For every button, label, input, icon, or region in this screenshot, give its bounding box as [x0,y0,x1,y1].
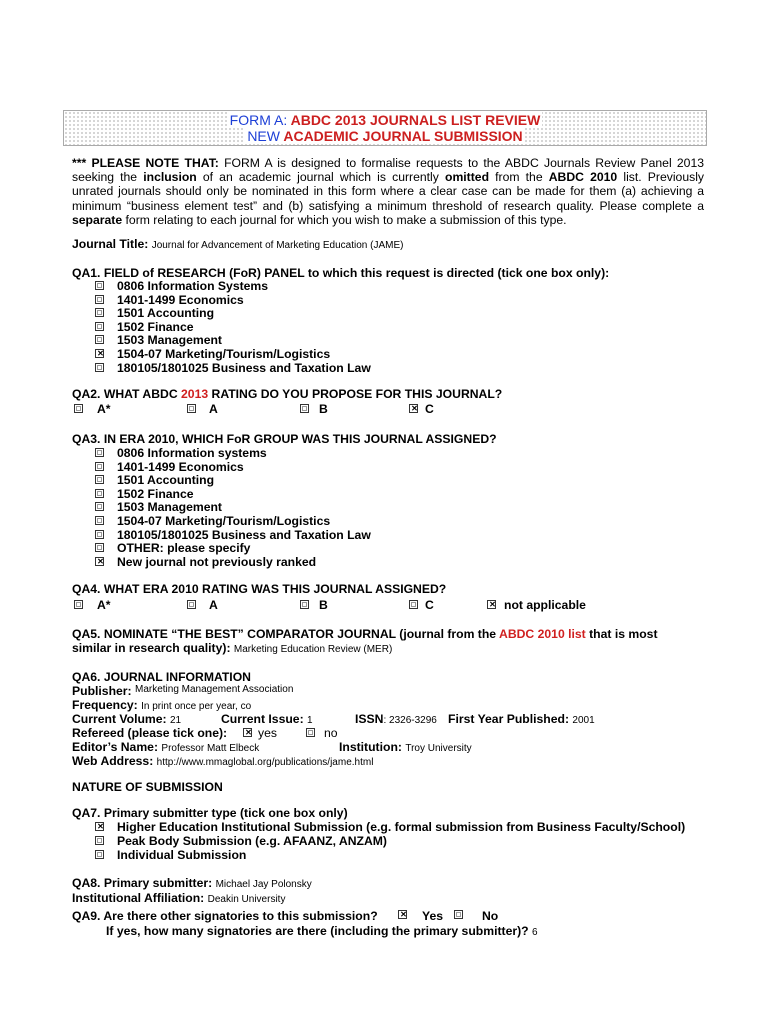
qa1-option-checkbox[interactable] [95,363,104,372]
header-line-1 [64,112,706,128]
qa2-option-label: A* [97,402,111,416]
qa1-option-label: 1401-1499 Economics [117,292,244,307]
qa3-option-label: New journal not previously ranked [117,554,317,569]
qa9-question: QA9. Are there other signatories to this submission? [72,909,378,923]
qa3-question: QA3. IN ERA 2010, WHICH FoR GROUP WAS THIS JOURNAL ASSIGNED? [72,432,497,446]
qa9-no-checkbox[interactable] [454,910,463,919]
refereed-label: Refereed (please tick one): [72,726,228,740]
note-bold-4: separate [72,212,123,227]
refereed-yes-label: yes [258,726,277,740]
qa7-option-label: Individual Submission [117,847,247,862]
issue-field[interactable]: 1 [307,715,313,726]
qa5-comparator-field[interactable]: Marketing Education Review (MER) [233,644,393,655]
qa4-option-checkbox[interactable] [74,600,83,609]
qa7-option-label: Peak Body Submission (e.g. AFAANZ, ANZAM) [117,833,387,848]
volume-row [72,712,181,726]
qa3-option-label: OTHER: please specify [117,541,251,556]
qa6-heading: QA6. JOURNAL INFORMATION [72,670,251,684]
qa8-row [72,876,312,890]
qa3-option-label: 180105/1801025 Business and Taxation Law [117,527,371,542]
issn-row [355,712,437,726]
qa1-option-checkbox[interactable] [95,322,104,331]
qa3-option-checkbox[interactable] [95,448,104,457]
qa5-abdc-list: ABDC 2010 list [499,627,586,641]
qa4-question: QA4. WHAT ERA 2010 RATING WAS THIS JOURNAL ASSIGNED? [72,582,447,596]
affiliation-field[interactable]: Deakin University [207,894,286,905]
qa4-option-label: A [209,598,218,612]
first-year-label: First Year Published: [448,712,570,726]
nature-heading: NATURE OF SUBMISSION [72,780,223,794]
qa2-option-label: A [209,402,218,416]
qa1-option-label: 1502 Finance [117,319,194,334]
form-header [63,110,707,146]
qa4-option-checkbox[interactable] [487,600,496,609]
web-label: Web Address: [72,754,154,768]
refereed-no-label: no [324,726,338,740]
header-subtitle: ACADEMIC JOURNAL SUBMISSION [279,128,523,144]
editor-field[interactable]: Professor Matt Elbeck [161,743,260,754]
note-text-4: list. Previously unrated journals should only be nominated in this form where a clear case can be made for them (a) achieving a minimum “business element test” and (b) satisfying a minimum threshold of research quality. Please complete a [72,170,704,213]
qa1-option-label: 0806 Information Systems [117,279,269,293]
web-row [72,754,373,768]
note-bold-1: inclusion [143,170,197,185]
note-paragraph [72,156,704,227]
qa1-option-checkbox[interactable] [95,349,104,358]
header-title: ABDC 2013 JOURNALS LIST REVIEW [287,112,541,128]
frequency-field[interactable]: In print once per year, co [141,701,252,712]
publisher-row [72,684,293,698]
qa7-option-checkbox[interactable] [95,822,104,831]
qa4-option-label: C [425,598,434,612]
qa1-option-checkbox[interactable] [95,308,104,317]
primary-submitter-field[interactable]: Michael Jay Polonsky [215,879,312,890]
editor-label: Editor’s Name: [72,740,159,754]
journal-title-field[interactable]: Journal for Advancement of Marketing Education (JAME) [151,240,404,251]
web-field[interactable]: http://www.mmaglobal.org/publications/jame.html [156,757,374,768]
qa3-option-checkbox[interactable] [95,475,104,484]
qa5-question-line-2 [72,641,392,655]
frequency-label: Frequency: [72,698,138,712]
qa1-option-label: 1501 Accounting [117,306,215,321]
qa3-option-checkbox[interactable] [95,489,104,498]
qa2-option-label: B [319,402,328,416]
qa7-option-label: Higher Education Institutional Submission (e.g. formal submission from Business Faculty/School) [117,820,686,834]
qa5-q1: QA5. NOMINATE “THE BEST” COMPARATOR JOURNAL (journal from the [72,627,500,641]
qa7-question: QA7. Primary submitter type (tick one box only) [72,806,348,820]
qa3-option-checkbox[interactable] [95,516,104,525]
volume-field[interactable]: 21 [169,715,182,726]
qa1-option-label: 1503 Management [117,333,222,348]
note-lead: *** PLEASE NOTE THAT: [72,156,219,170]
qa9-no-label: No [482,909,499,923]
qa4-option-checkbox[interactable] [187,600,196,609]
qa3-option-label: 1501 Accounting [117,473,215,488]
qa9-followup-row [106,924,538,938]
qa3-option-checkbox[interactable] [95,543,104,552]
qa2-question [72,387,502,401]
qa2-option-checkbox[interactable] [187,404,196,413]
qa4-option-checkbox[interactable] [409,600,418,609]
qa2-option-label: C [425,402,434,416]
frequency-row [72,698,251,712]
qa5-q2: that is most [585,627,658,641]
qa9-followup-text: If yes, how many signatories are there (including the primary submitter)? [106,924,529,938]
publisher-label: Publisher: [72,684,132,698]
qa9-yes-checkbox[interactable] [398,910,407,919]
institution-label: Institution: [339,740,402,754]
qa2-option-checkbox[interactable] [409,404,418,413]
qa2-q-year: 2013 [181,387,209,401]
first-year-row [448,712,595,726]
qa3-option-label: 1503 Management [117,500,222,515]
qa3-option-checkbox[interactable] [95,502,104,511]
qa2-option-checkbox[interactable] [300,404,309,413]
affiliation-label: Institutional Affiliation: [72,891,205,905]
qa3-option-label: 1504-07 Marketing/Tourism/Logistics [117,514,331,528]
issn-label: ISSN [355,712,384,726]
qa1-option-checkbox[interactable] [95,335,104,344]
qa1-question: QA1. FIELD of RESEARCH (FoR) PANEL to which this request is directed (tick one box only): [72,266,610,280]
qa2-q-suffix: RATING DO YOU PROPOSE FOR THIS JOURNAL? [208,387,503,401]
qa3-option-label: 1502 Finance [117,486,194,501]
qa3-option-checkbox[interactable] [95,557,104,566]
qa2-option-checkbox[interactable] [74,404,83,413]
qa5-q3: similar in research quality): [72,641,231,655]
signatory-count-field[interactable]: 6 [531,927,538,938]
qa9-yes-label: Yes [422,909,444,923]
issn-field[interactable]: : 2326-3296 [383,715,437,726]
note-text-3: from the [489,170,549,185]
journal-title-row [72,237,403,251]
qa3-option-label: 0806 Information systems [117,446,267,460]
header-new-label: NEW [247,128,280,144]
qa4-option-label: not applicable [504,598,586,612]
institution-field[interactable]: Troy University [405,743,472,754]
refereed-row [72,726,227,740]
header-form-label: FORM A: [229,112,288,128]
qa2-q-prefix: QA2. WHAT ABDC [72,387,182,401]
note-bold-2: omitted [445,170,490,185]
refereed-no-checkbox[interactable] [306,728,315,737]
qa5-question-line-1 [72,627,658,641]
qa8-label: QA8. Primary submitter: [72,876,213,890]
qa1-option-label: 1504-07 Marketing/Tourism/Logistics [117,347,331,361]
note-bold-3: ABDC 2010 [548,170,618,185]
qa4-option-label: A* [97,598,111,612]
note-text-5: form relating to each journal for which you wish to make a submission of this type. [122,212,567,227]
qa7-option-checkbox[interactable] [95,850,104,859]
first-year-field[interactable]: 2001 [572,715,595,726]
header-line-2 [64,128,706,144]
qa1-option-checkbox[interactable] [95,295,104,304]
volume-label: Current Volume: [72,712,167,726]
qa1-option-label: 180105/1801025 Business and Taxation Law [117,360,371,375]
qa7-option-checkbox[interactable] [95,836,104,845]
issue-label: Current Issue: [221,712,304,726]
note-text-2: of an academic journal which is currently [196,170,445,185]
editor-row [72,740,259,754]
note-text-1: FORM A is designed to formalise requests to the ABDC Journals Review Panel 2013 seeking the [72,156,704,185]
qa4-option-checkbox[interactable] [300,600,309,609]
journal-title-label: Journal Title: [72,237,149,251]
qa3-option-checkbox[interactable] [95,530,104,539]
qa1-option-checkbox[interactable] [95,281,104,290]
institution-row [339,740,472,754]
issue-row [221,712,313,726]
affiliation-row [72,891,285,905]
publisher-field[interactable]: Marketing Management Association [134,684,294,695]
qa4-option-label: B [319,598,328,612]
refereed-yes-checkbox[interactable] [243,728,252,737]
qa3-option-label: 1401-1499 Economics [117,459,244,474]
qa3-option-checkbox[interactable] [95,462,104,471]
